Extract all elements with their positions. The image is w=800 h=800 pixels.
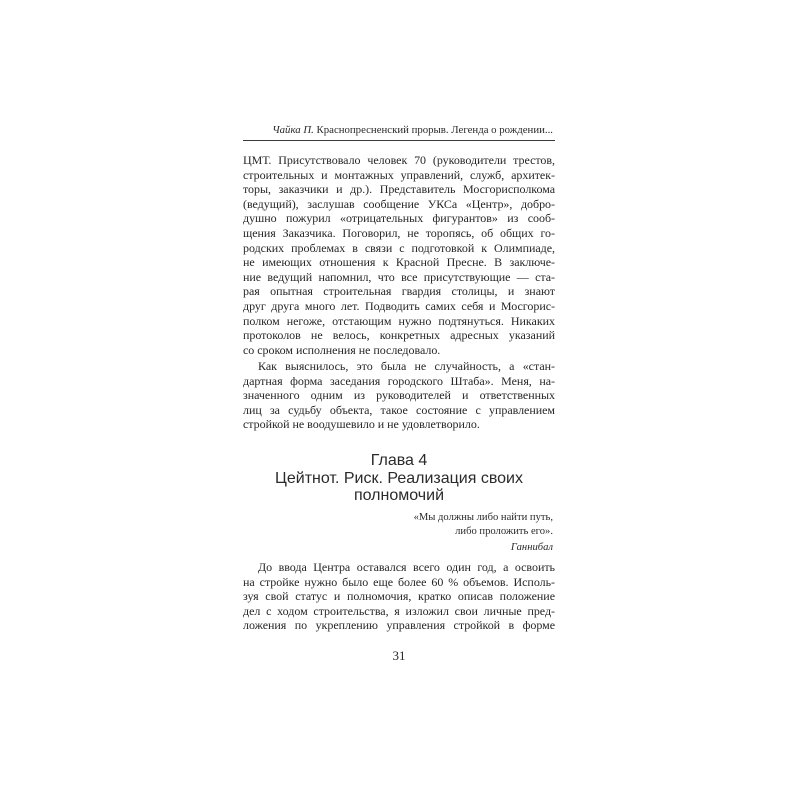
text-line: стройкой не воодушевило и не удовлетворило. — [243, 417, 480, 432]
running-header — [243, 123, 553, 137]
text-line: зуя свой статус и полномочия, кратко описав положение — [243, 589, 555, 604]
epigraph — [243, 511, 553, 539]
chapter-title-line: Цейтнот. Риск. Реализация своих — [275, 469, 523, 487]
text-line: торы, заказчики и др.). Представитель Мосгорисполкома — [243, 182, 555, 197]
text-line: друг друга много лет. Подводить самих себя и Мосгорис- — [243, 298, 555, 313]
text-line: не имеющих отношения к Красной Пресне. В заключе- — [243, 255, 555, 270]
chapter-heading — [243, 452, 555, 505]
text-line: Как выяснилось, это была не случайность, а «стан- — [258, 359, 555, 373]
text-line: значенного одним из руководителей и ответственных — [243, 388, 555, 403]
paragraph — [243, 560, 555, 633]
text-line: душно пожурил «отрицательных фигурантов» из сооб- — [243, 211, 555, 226]
chapter-number: Глава 4 — [370, 452, 428, 469]
running-header-author: Чайка П. — [272, 124, 314, 136]
text-line: ложения по укреплению управления стройкой в форме — [243, 618, 555, 633]
text-line: на стройке нужно было еще более 60 % объемов. Исполь- — [243, 574, 555, 589]
page-number: 31 — [392, 648, 406, 663]
paragraph — [243, 359, 555, 432]
text-line: (ведущий), заслушав сообщение УКСа «Центр», добро- — [243, 196, 555, 211]
text-line: щения Заказчика. Поговорил, не торопясь, об общих го- — [243, 225, 555, 240]
text-line: лиц за судьбу объекта, такое состояние с управлением — [243, 402, 555, 417]
paragraph — [243, 153, 555, 357]
epigraph-line: либо проложить его». — [455, 526, 553, 537]
epigraph-line: «Мы должны либо найти путь, — [413, 512, 553, 523]
text-line: родских проблемах в связи с подготовкой к Олимпиаде, — [243, 240, 555, 255]
text-line: рая опытная строительная гвардия столицы, и знают — [243, 284, 555, 299]
running-header-title: Краснопресненский прорыв. Легенда о рождении... — [316, 124, 553, 136]
text-line: полком негоже, отстающим нужно подтянуться. Никаких — [243, 313, 555, 328]
text-line: ЦМТ. Присутствовало человек 70 (руководители трестов, — [243, 153, 555, 167]
text-line: строительных и монтажных управлений, служб, архитек- — [243, 167, 555, 182]
text-line: ние ведущий напомнил, что все присутствующие — ста- — [243, 269, 555, 284]
text-line: дел с ходом строительства, я изложил свои личные пред- — [243, 603, 555, 618]
text-line: дартная форма заседания городского Штаба». Меня, на- — [243, 373, 555, 388]
text-line: До ввода Центра оставался всего один год, а освоить — [258, 560, 555, 574]
header-rule — [243, 140, 555, 141]
chapter-title-line: полномочий — [353, 487, 445, 504]
text-line: протоколов не велось, конкретных адресных указаний — [243, 328, 555, 343]
epigraph-author: Ганнибал — [510, 542, 553, 553]
text-line: со сроком исполнения не последовало. — [243, 342, 441, 357]
